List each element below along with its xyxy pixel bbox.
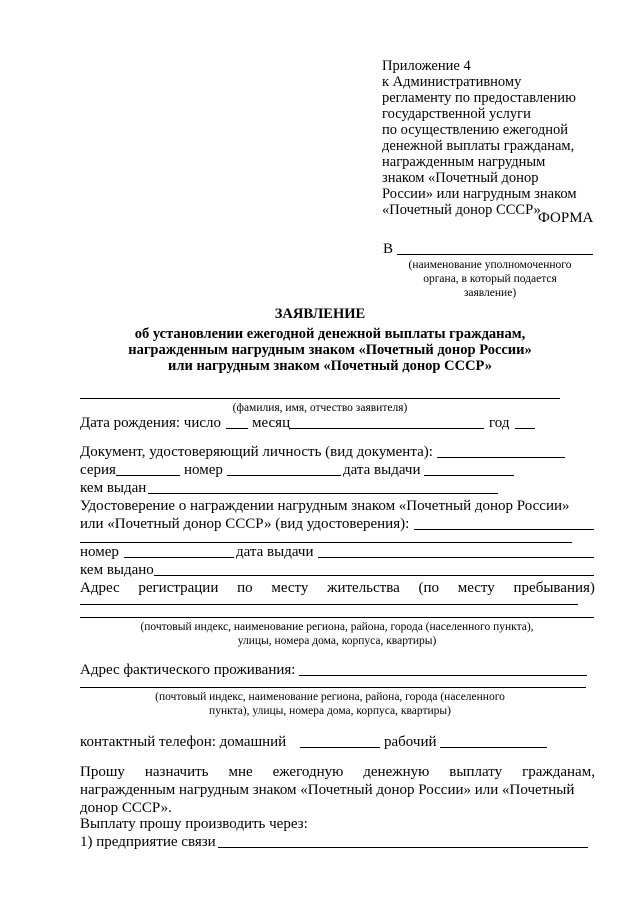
request-word: назначить [144,764,209,780]
form-label: ФОРМА [538,210,594,226]
cert-issue-date-label: дата выдачи [236,544,314,560]
applicant-name-field[interactable] [80,398,560,399]
recipient-prefix: В [383,241,394,257]
doc-series-field[interactable] [116,475,180,476]
registration-caption-line: улицы, номера дома, корпуса, квартиры) [237,635,437,647]
request-word: выплату [449,764,503,780]
phone-home-field[interactable] [300,747,380,748]
recipient-caption [380,258,600,300]
subtitle-line: награжденным нагрудным знаком «Почетный донор России» [128,342,532,358]
identity-doc-label: Документ, удостоверяющий личность (вид документа): [80,444,433,460]
registration-word: Адрес [80,580,120,596]
appendix-block [382,58,577,218]
actual-address-caption [80,690,580,718]
recipient-field[interactable] [397,254,593,255]
birth-day-field[interactable] [226,428,248,429]
applicant-name-caption: (фамилия, имя, отчество заявителя) [232,402,408,414]
registration-address-field-2[interactable] [80,617,594,618]
registration-word: месту [271,580,309,596]
recipient-caption-line: (наименование уполномоченного [408,259,572,271]
certificate-label-line1: Удостоверение о награждении нагрудным знаком «Почетный донор России» [80,498,570,514]
request-word: мне [228,764,253,780]
appendix-line: знаком «Почетный донор [382,170,539,186]
registration-address-caption [80,620,594,648]
actual-address-caption-line: пункта), улицы, номера дома, корпуса, квартиры) [209,705,451,717]
appendix-line: Приложение 4 [382,58,471,74]
request-line3: донор СССР». [80,800,172,816]
actual-address-caption-line: (почтовый индекс, наименование региона, района, города (населенного [155,691,505,703]
payment-label: Выплату прошу производить через: [80,816,308,832]
request-word: Прошу [80,764,125,780]
request-word: ежегодную [272,764,344,780]
registration-word: пребывания) [513,580,595,596]
phone-home-label: контактный телефон: домашний [80,734,287,750]
cert-issue-date-field[interactable] [318,557,594,558]
doc-issued-by-label: кем выдан [80,480,147,496]
request-line1 [80,763,595,781]
appendix-line: «Почетный донор СССР» [382,202,541,218]
payment-postal-field[interactable] [218,847,588,848]
subtitle-line: или нагрудным знаком «Почетный донор СССР» [167,358,492,374]
appendix-line: государственной услуги [382,106,531,122]
recipient-caption-line: органа, в который подается [423,273,557,285]
doc-number-label: номер [184,462,223,478]
appendix-line: России» или нагрудным знаком [382,186,577,202]
recipient-caption-line: заявление) [463,287,517,299]
identity-doc-type-field[interactable] [437,457,565,458]
cert-number-field[interactable] [124,557,234,558]
doc-number-field[interactable] [227,475,341,476]
birth-month-field[interactable] [290,428,484,429]
actual-address-label: Адрес фактического проживания: [80,662,296,678]
doc-issue-date-label: дата выдачи [343,462,421,478]
appendix-line: награжденным нагрудным [382,154,546,170]
birth-year-field[interactable] [515,428,535,429]
page-title: ЗАЯВЛЕНИЕ [274,306,366,322]
registration-word: по [237,580,253,596]
certificate-type-field[interactable] [414,529,594,530]
actual-address-field-2[interactable] [80,687,586,688]
cert-number-label: номер [80,544,119,560]
appendix-line: регламенту по предоставлению [382,90,576,106]
cert-issued-by-label: кем выдано [80,562,154,578]
birth-month-label: месяц [252,415,291,431]
request-word: гражданам, [522,764,595,780]
appendix-line: к Административному [382,74,522,90]
registration-caption-line: (почтовый индекс, наименование региона, района, города (населенного пункта), [140,621,534,633]
payment-option-postal: 1) предприятие связи [80,834,216,850]
certificate-type-field-cont[interactable] [80,542,572,543]
birth-year-label: год [489,415,510,431]
subtitle-line: об установлении ежегодной денежной выплаты гражданам, [134,326,526,342]
registration-word: месту [457,580,495,596]
request-line2: награжденным нагрудным знаком «Почетный донор России» или «Почетный [80,782,575,798]
request-word: денежную [363,764,430,780]
actual-address-field-1[interactable] [299,675,587,676]
birth-date-label: Дата рождения: число [80,415,222,431]
registration-word: регистрации [138,580,219,596]
doc-issued-by-field[interactable] [148,493,498,494]
doc-issue-date-field[interactable] [424,475,514,476]
registration-address-field-1[interactable] [80,604,578,605]
registration-word: жительства [327,580,400,596]
phone-work-field[interactable] [440,747,547,748]
registration-word: (по [418,580,440,596]
cert-issued-by-field[interactable] [154,575,594,576]
appendix-line: по осуществлению ежегодной [382,122,569,138]
phone-work-label: рабочий [384,734,437,750]
certificate-label-line2: или «Почетный донор СССР» (вид удостоверения): [80,516,410,532]
registration-address-label [80,579,595,597]
appendix-line: денежной выплаты гражданам, [382,138,575,154]
page-subtitle [0,326,640,374]
doc-series-label: серия [80,462,116,478]
